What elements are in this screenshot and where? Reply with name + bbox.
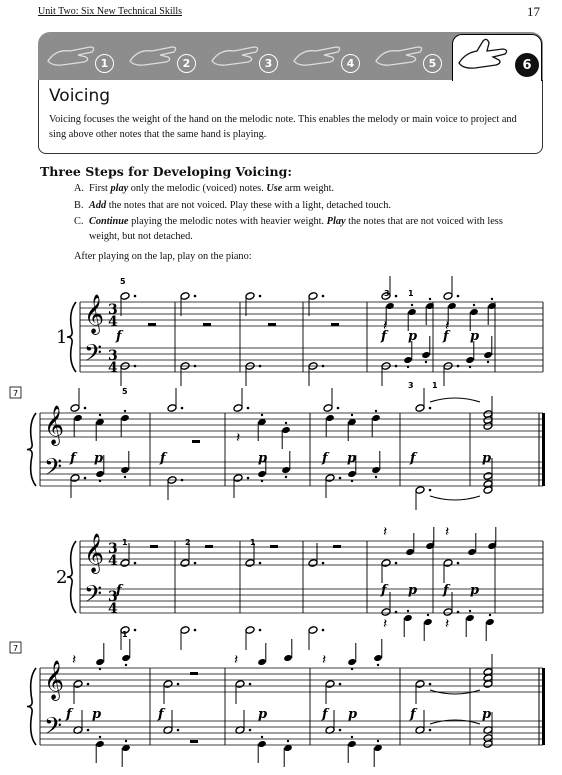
dot [395, 295, 398, 298]
dynamic-p: p [482, 707, 492, 722]
half-rest [331, 323, 339, 326]
half-note [443, 292, 453, 301]
half-note [167, 404, 177, 413]
dynamic-p: p [408, 329, 418, 344]
half-note [73, 680, 83, 689]
fingering: 1 [250, 538, 256, 547]
dot [339, 477, 342, 480]
half-note [233, 474, 243, 483]
brace [67, 302, 76, 372]
dynamic-p: p [258, 707, 268, 722]
staccato [99, 480, 101, 482]
staccato [489, 614, 491, 616]
dot [84, 407, 87, 410]
dot [87, 683, 90, 686]
half-note [415, 404, 425, 413]
time-signature-top: 3 [108, 541, 118, 557]
dot [134, 295, 137, 298]
dynamic-f: f [381, 583, 387, 598]
dot [339, 729, 342, 732]
tab-number: 1 [95, 54, 114, 73]
brace [27, 668, 36, 745]
unit-title: Unit Two: Six New Technical Skills [38, 6, 183, 17]
staccato [261, 414, 263, 416]
section-description: Voicing focuses the weight of the hand on the melodic note. This enables the melody or main voice to project and sing above other notes that the same hand is playing. [49, 114, 517, 140]
staccato [429, 298, 431, 300]
dot [134, 629, 137, 632]
dot [337, 407, 340, 410]
dot [134, 365, 137, 368]
staccato [125, 664, 127, 666]
dynamic-f: f [116, 329, 122, 344]
half-note [180, 626, 190, 635]
dot [194, 562, 197, 565]
treble-clef: 𝄞 [44, 405, 65, 445]
final-barline [542, 668, 545, 745]
half-note [245, 626, 255, 635]
dynamic-p: p [470, 583, 480, 598]
half-rest [203, 323, 211, 326]
dot [181, 407, 184, 410]
half-note [245, 292, 255, 301]
quarter-rest: 𝄽 [445, 524, 450, 540]
dynamic-p: p [94, 451, 104, 466]
dynamic-f: f [410, 707, 416, 722]
staccato [261, 480, 263, 482]
fingering: 3 [408, 381, 414, 390]
dynamic-f: f [381, 329, 387, 344]
half-note [325, 680, 335, 689]
dot [322, 629, 325, 632]
final-barline [542, 413, 545, 486]
dot [194, 629, 197, 632]
dot [429, 729, 432, 732]
half-note [70, 404, 80, 413]
quarter-rest: 𝄽 [445, 318, 450, 334]
dynamic-f: f [410, 451, 416, 466]
dot [194, 295, 197, 298]
half-note [415, 680, 425, 689]
staccato [287, 740, 289, 742]
dot [259, 629, 262, 632]
staccato [473, 304, 475, 306]
step-a: A. First play only the melodic (voiced) notes. Use arm weight. [74, 183, 335, 194]
tab-number: 4 [341, 54, 360, 73]
half-note [323, 404, 333, 413]
staccato [99, 736, 101, 738]
half-note [245, 559, 255, 568]
dot [457, 562, 460, 565]
dynamic-f: f [116, 583, 122, 598]
fingering: 5 [122, 387, 128, 396]
staccato [375, 410, 377, 412]
measure-number: 7 [13, 389, 19, 398]
dynamic-f: f [158, 707, 164, 722]
dot [84, 477, 87, 480]
half-rest [190, 672, 198, 675]
staccato [377, 740, 379, 742]
dot [457, 365, 460, 368]
half-note [325, 474, 335, 483]
staccato [469, 610, 471, 612]
tie [430, 496, 480, 500]
quarter-rest: 𝄽 [383, 318, 388, 334]
half-note [443, 608, 453, 617]
staccato [377, 664, 379, 666]
dot [177, 683, 180, 686]
tab-number: 2 [177, 54, 196, 73]
staccato [411, 304, 413, 306]
staccato [469, 366, 471, 368]
half-rest [268, 323, 276, 326]
dynamic-f: f [70, 451, 76, 466]
half-note [483, 472, 493, 481]
brace [67, 541, 76, 613]
quarter-rest: 𝄽 [445, 616, 450, 632]
half-note [70, 474, 80, 483]
bass-clef: 𝄢 [44, 712, 63, 745]
dot [429, 489, 432, 492]
half-rest [150, 545, 158, 548]
dot [322, 562, 325, 565]
dynamic-f: f [322, 451, 328, 466]
fingering: 1 [408, 289, 414, 298]
dot [181, 479, 184, 482]
tie [430, 398, 480, 402]
half-note [235, 680, 245, 689]
bass-clef: 𝄢 [84, 580, 103, 613]
staccato [351, 736, 353, 738]
dynamic-p: p [347, 451, 357, 466]
half-note [233, 404, 243, 413]
time-signature-bottom: 4 [108, 601, 118, 617]
staccato [124, 410, 126, 412]
half-rest [192, 440, 200, 443]
time-signature-top: 3 [108, 348, 118, 364]
dynamic-p: p [258, 451, 268, 466]
staccato [425, 361, 427, 363]
tab-number: 5 [423, 54, 442, 73]
quarter-rest: 𝄽 [322, 652, 327, 668]
staccato [427, 614, 429, 616]
staccato [351, 668, 353, 670]
half-rest [190, 740, 198, 743]
time-signature-bottom: 4 [108, 314, 118, 330]
half-note [163, 680, 173, 689]
staccato [285, 422, 287, 424]
half-note [443, 559, 453, 568]
dot [134, 562, 137, 565]
exercise-number: 2 [56, 567, 68, 588]
half-note [381, 608, 391, 617]
dot [247, 477, 250, 480]
dot [429, 407, 432, 410]
dynamic-f: f [160, 451, 166, 466]
fingering: 5 [120, 277, 126, 286]
dynamic-f: f [66, 707, 72, 722]
fingering: 3 [384, 289, 390, 298]
dot [457, 295, 460, 298]
staccato [99, 414, 101, 416]
half-note [120, 292, 130, 301]
dot [194, 365, 197, 368]
staccato [487, 361, 489, 363]
staccato [407, 610, 409, 612]
staccato [99, 668, 101, 670]
dynamic-p: p [482, 451, 492, 466]
staccato [285, 476, 287, 478]
staccato [125, 740, 127, 742]
fingering: 2 [185, 538, 191, 547]
half-note [308, 559, 318, 568]
time-signature-bottom: 4 [108, 360, 118, 376]
dot [259, 365, 262, 368]
dot [259, 562, 262, 565]
page-number: 17 [527, 4, 540, 19]
dot [457, 611, 460, 614]
dot [395, 365, 398, 368]
dynamic-p: p [92, 707, 102, 722]
dot [429, 683, 432, 686]
dot [322, 365, 325, 368]
quarter-rest: 𝄽 [383, 616, 388, 632]
treble-clef: 𝄞 [84, 294, 105, 334]
tab-number: 3 [259, 54, 278, 73]
staccato [491, 298, 493, 300]
step-b: B. Add the notes that are not voiced. Play these with a light, detached touch. [74, 199, 391, 211]
dot [249, 729, 252, 732]
half-note [381, 559, 391, 568]
time-signature-top: 3 [108, 589, 118, 605]
dynamic-p: p [470, 329, 480, 344]
half-rest [205, 545, 213, 548]
step-c: C. Continue playing the melodic notes with heavier weight. Play the notes that are not voiced with less weight, but not detached. [74, 216, 503, 242]
quarter-rest: 𝄽 [234, 652, 239, 668]
instruction-text: After playing on the lap, play on the piano: [74, 251, 252, 262]
dynamic-p: p [408, 583, 418, 598]
dynamic-f: f [443, 329, 449, 344]
dot [247, 407, 250, 410]
quarter-rest: 𝄽 [236, 430, 241, 446]
brace [27, 413, 36, 486]
half-rest [333, 545, 341, 548]
dot [87, 729, 90, 732]
fingering: 1 [122, 630, 128, 639]
staccato [351, 414, 353, 416]
bass-clef: 𝄢 [84, 339, 103, 372]
dot [395, 611, 398, 614]
quarter-rest: 𝄽 [72, 652, 77, 668]
dynamic-f: f [443, 583, 449, 598]
measure-number: 7 [13, 644, 19, 653]
section-title: Voicing [49, 86, 111, 106]
dot [177, 729, 180, 732]
fingering: 1 [432, 381, 438, 390]
time-signature-bottom: 4 [108, 553, 118, 569]
half-rest [270, 545, 278, 548]
half-note [180, 559, 190, 568]
exercise-number: 1 [56, 327, 68, 348]
half-note [308, 626, 318, 635]
half-note [308, 292, 318, 301]
half-note [180, 292, 190, 301]
tab-number: 6 [515, 53, 539, 77]
quarter-rest: 𝄽 [383, 524, 388, 540]
staccato [351, 480, 353, 482]
dot [339, 683, 342, 686]
dot [259, 295, 262, 298]
treble-clef: 𝄞 [44, 660, 65, 700]
half-note [120, 559, 130, 568]
dot [395, 562, 398, 565]
dynamic-p: p [348, 707, 358, 722]
treble-clef: 𝄞 [84, 533, 105, 573]
staccato [124, 476, 126, 478]
half-note [415, 486, 425, 495]
staccato [261, 736, 263, 738]
staccato [407, 366, 409, 368]
bass-clef: 𝄢 [44, 453, 63, 486]
half-rest [148, 323, 156, 326]
fingering: 1 [122, 538, 128, 547]
staccato [375, 476, 377, 478]
dynamic-f: f [322, 707, 328, 722]
steps-title: Three Steps for Developing Voicing: [40, 164, 292, 179]
dot [249, 683, 252, 686]
dot [322, 295, 325, 298]
time-signature-top: 3 [108, 302, 118, 318]
